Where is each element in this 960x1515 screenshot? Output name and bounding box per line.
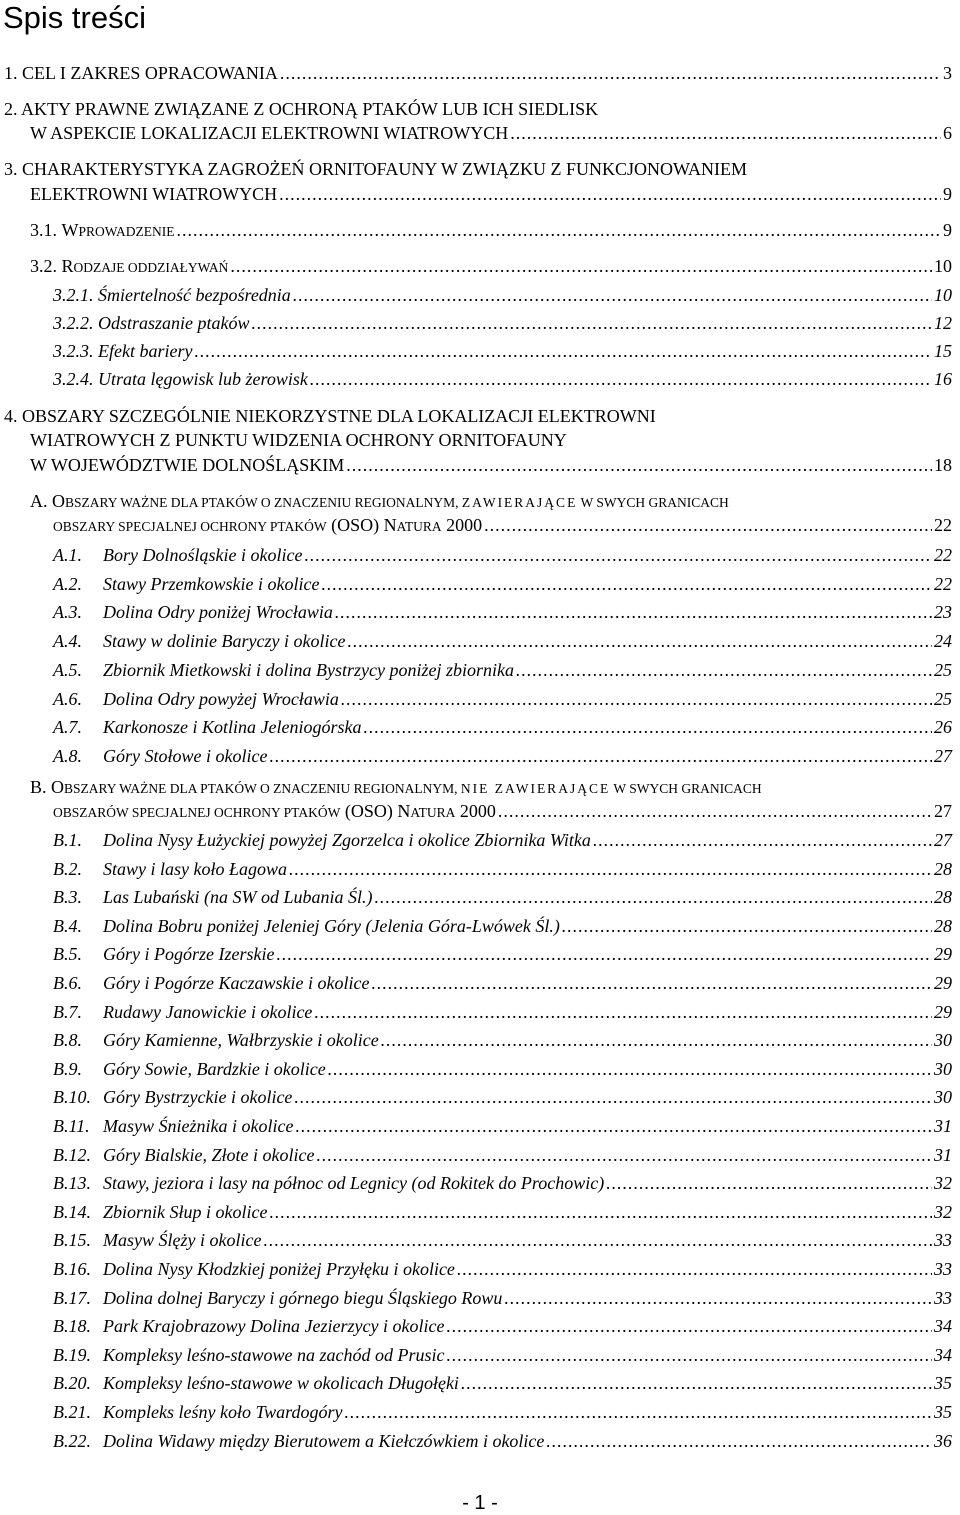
toc-page-number: 6	[943, 123, 952, 143]
toc-number: B.20.	[53, 1373, 91, 1394]
dot-leader	[321, 573, 932, 595]
toc-entry-item[interactable]	[53, 1115, 952, 1137]
toc-label-capital: R	[61, 256, 74, 276]
toc-entry-item[interactable]	[53, 886, 952, 908]
toc-label	[53, 716, 361, 738]
toc-label-smallcaps: PROWADZENIE	[78, 224, 175, 239]
toc-entry-2-line1[interactable]: 2. AKTY PRAWNE ZWIĄZANE Z OCHRONĄ PTAKÓW LUB ICH SIEDLISK	[4, 99, 599, 119]
toc-number: A.6.	[53, 688, 82, 709]
toc-number: B.7.	[53, 1001, 82, 1022]
toc-number: A.5.	[53, 659, 82, 680]
toc-entry-B[interactable]	[53, 800, 952, 824]
toc-number: A.2.	[53, 573, 82, 594]
toc-page-number: 32	[934, 1173, 952, 1194]
toc-label-text: Stawy w dolinie Baryczy i okolice	[103, 631, 346, 652]
toc-entry-item[interactable]	[53, 1201, 952, 1223]
toc-number: B.6.	[53, 973, 82, 993]
dot-leader	[546, 1430, 932, 1452]
toc-entry-3-1[interactable]	[30, 219, 952, 243]
toc-page-number: 33	[934, 1230, 952, 1251]
toc-label	[53, 829, 591, 851]
dot-leader	[230, 255, 932, 277]
toc-entry-item[interactable]	[53, 943, 952, 965]
toc-label	[53, 1344, 444, 1366]
dot-leader	[484, 514, 932, 536]
toc-label: 1. CEL I ZAKRES OPRACOWANIA	[4, 63, 278, 83]
toc-page-number: 29	[934, 973, 952, 993]
toc-page-number: 3	[943, 63, 952, 83]
page-title: Spis treści	[3, 0, 146, 35]
toc-number: B.12.	[53, 1144, 91, 1165]
dot-leader	[177, 219, 942, 241]
toc-page-number: 10	[934, 256, 952, 276]
toc-page-number: 26	[934, 717, 952, 738]
toc-number: B.3.	[53, 887, 82, 908]
toc-page-number: 22	[934, 573, 952, 594]
toc-page-number: 16	[934, 369, 952, 389]
toc-label-smallcaps: BSZARY WAŻNE DLA PTAKÓW O ZNACZENIU REGIONALNYM,	[64, 781, 461, 796]
dot-leader	[341, 688, 932, 710]
dot-leader	[276, 943, 932, 965]
toc-label-text: Dolina dolnej Baryczy i górnego biegu Śląskiego Rowu	[103, 1287, 503, 1308]
toc-page-number: 33	[934, 1259, 952, 1279]
toc-entry-item[interactable]	[53, 1086, 952, 1108]
toc-label	[53, 544, 302, 566]
dot-leader	[504, 1287, 932, 1309]
toc-label	[53, 659, 514, 681]
dot-leader	[293, 284, 932, 306]
toc-page-number: 24	[934, 631, 952, 652]
dot-leader	[316, 1144, 932, 1166]
dot-leader	[606, 1172, 932, 1194]
toc-label	[53, 1287, 502, 1309]
toc-page-number: 25	[934, 659, 952, 680]
toc-label: W ASPEKCIE LOKALIZACJI ELEKTROWNI WIATROWYCH	[30, 123, 509, 143]
toc-label-text: Odstraszanie ptaków	[98, 313, 250, 333]
toc-label-text: Park Krajobrazowy Dolina Jezierzycy i okolice	[103, 1316, 445, 1337]
toc-number: A.7.	[53, 717, 82, 738]
toc-entry-item[interactable]	[53, 1372, 952, 1394]
toc-label-text: Stawy, jeziora i lasy na północ od Legnicy (od Rokitek do Prochowic)	[103, 1173, 605, 1194]
toc-entry-item[interactable]	[53, 1401, 952, 1423]
toc-label-smallcaps: ODZAJE ODDZIAŁYWAŃ	[73, 260, 229, 275]
toc-page-number: 30	[934, 1058, 952, 1079]
toc-label	[53, 800, 496, 824]
toc-page-number: 33	[934, 1287, 952, 1308]
toc-number: B.1.	[53, 830, 82, 850]
toc-label-smallcaps: ATURA	[396, 519, 442, 534]
toc-label: ELEKTROWNI WIATROWYCH	[30, 184, 278, 204]
dot-leader	[457, 1258, 932, 1280]
toc-entry-A[interactable]	[53, 514, 952, 538]
toc-entry-4-line1[interactable]: 4. OBSZARY SZCZEGÓLNIE NIEKORZYSTNE DLA LOKALIZACJI ELEKTROWNI	[4, 406, 656, 426]
toc-number: A.1.	[53, 545, 82, 565]
dot-leader	[289, 858, 932, 880]
toc-number: A.4.	[53, 631, 82, 652]
toc-label	[53, 886, 373, 908]
toc-label	[53, 312, 250, 334]
toc-label-smallcaps: W SWYCH GRANICACH	[610, 781, 762, 796]
toc-entry-3-2-4[interactable]	[53, 368, 952, 390]
toc-number: B.22.	[53, 1430, 91, 1451]
toc-label	[53, 1258, 455, 1280]
toc-page-number: 29	[934, 944, 952, 965]
toc-page-number: 9	[943, 220, 952, 240]
toc-page-number: 22	[934, 515, 952, 535]
toc-label-text: (OSO) N	[326, 515, 397, 535]
toc-number: B.18.	[53, 1316, 91, 1337]
toc-entry-item[interactable]	[53, 1344, 952, 1366]
toc-entry-item[interactable]	[53, 1315, 952, 1337]
toc-label-smallcaps: OBSZARÓW SPECJALNEJ OCHRONY PTAKÓW	[53, 805, 341, 820]
toc-label-spaced: ZAWIERAJĄCE	[461, 495, 578, 510]
toc-page-number: 28	[934, 915, 952, 936]
toc-label-smallcaps: ATURA	[410, 805, 456, 820]
toc-label	[53, 745, 267, 767]
toc-label-text: Góry Bystrzyckie i okolice	[103, 1087, 293, 1108]
toc-label-text: Dolina Widawy między Bierutowem a Kiełczówkiem i okolice	[103, 1430, 545, 1451]
toc-label	[53, 858, 287, 880]
toc-entry-B-line1[interactable]	[30, 776, 762, 800]
toc-label	[53, 1172, 604, 1194]
toc-label	[53, 688, 339, 710]
toc-number: 3.2.1.	[53, 285, 94, 305]
toc-page-number: 28	[934, 858, 952, 879]
toc-page-number: 25	[934, 688, 952, 709]
toc-label	[53, 601, 333, 623]
toc-number: 3.2.4.	[53, 369, 94, 389]
toc-label	[53, 1001, 312, 1023]
toc-label-text: Góry i Pogórze Kaczawskie i okolice	[103, 973, 370, 993]
toc-label-text: Bory Dolnośląskie i okolice	[103, 545, 303, 565]
toc-number: B.5.	[53, 944, 82, 965]
toc-label-text: Zbiornik Słup i okolice	[103, 1201, 268, 1222]
toc-page-number: 30	[934, 1087, 952, 1108]
toc-label-text: Góry Sowie, Bardzkie i okolice	[103, 1058, 326, 1079]
toc-label	[53, 1372, 459, 1394]
dot-leader	[328, 1058, 932, 1080]
toc-label	[53, 1144, 314, 1166]
toc-number: A.3.	[53, 602, 82, 623]
toc-page-number: 31	[934, 1116, 952, 1136]
dot-leader	[510, 122, 941, 144]
toc-number: B.19.	[53, 1344, 91, 1365]
toc-label-text: Dolina Bobru poniżej Jeleniej Góry (Jelenia Góra-Lwówek Śl.)	[103, 915, 560, 936]
toc-label	[53, 1115, 293, 1137]
toc-label-text: Góry Kamienne, Wałbrzyskie i okolice	[103, 1030, 379, 1051]
toc-entry-item[interactable]	[53, 1172, 952, 1194]
dot-leader	[269, 745, 932, 767]
toc-number: B.8.	[53, 1030, 82, 1051]
toc-label-text: Dolina Nysy Kłodzkiej poniżej Przyłęku i okolice	[103, 1259, 455, 1279]
toc-label-capital: O	[51, 777, 65, 797]
toc-label	[53, 1201, 267, 1223]
toc-entry-4[interactable]	[30, 454, 952, 476]
toc-entry-3-line1[interactable]: 3. CHARAKTERYSTYKA ZAGROŻEŃ ORNITOFAUNY W ZWIĄZKU Z FUNKCJONOWANIEM	[4, 159, 747, 179]
dot-leader	[335, 601, 932, 623]
toc-label-text: Dolina Odry powyżej Wrocławia	[103, 688, 339, 709]
toc-page-number: 18	[934, 455, 952, 475]
toc-entry-3[interactable]	[30, 183, 952, 205]
toc-entry-item[interactable]	[53, 1430, 952, 1452]
toc-entry-item[interactable]	[53, 659, 952, 681]
dot-leader	[280, 62, 941, 84]
toc-label	[53, 1315, 444, 1337]
toc-page-number: 34	[934, 1344, 952, 1365]
toc-number: A.8.	[53, 745, 82, 766]
toc-label-text: Efekt bariery	[98, 341, 193, 361]
toc-entry-item[interactable]	[53, 1144, 952, 1166]
toc-label-capital: O	[52, 491, 65, 511]
toc-label	[30, 219, 175, 243]
toc-entry-item[interactable]	[53, 544, 952, 566]
toc-label-text: Stawy i lasy koło Łagowa	[103, 858, 287, 879]
toc-entry-item[interactable]	[53, 1287, 952, 1309]
toc-label-text: Dolina Nysy Łużyckiej powyżej Zgorzelca i okolice Zbiornika Witka	[103, 830, 591, 850]
toc-entry-3-2-1[interactable]	[53, 284, 952, 306]
toc-label	[53, 1229, 261, 1251]
toc-label-smallcaps: W SWYCH GRANICACH	[577, 495, 729, 510]
toc-number: A.	[30, 491, 52, 511]
toc-number: B.14.	[53, 1201, 91, 1222]
toc-number: B.21.	[53, 1402, 91, 1422]
toc-label-text: Góry Bialskie, Złote i okolice	[103, 1144, 315, 1165]
toc-page-number: 35	[934, 1402, 952, 1422]
toc-entry-item[interactable]	[53, 601, 952, 623]
dot-leader	[363, 716, 932, 738]
dot-leader	[347, 630, 932, 652]
toc-label-text: Zbiornik Mietkowski i dolina Bystrzycy poniżej zbiornika	[103, 659, 514, 680]
dot-leader	[344, 1401, 932, 1423]
toc-label-text: Masyw Śnieżnika i okolice	[103, 1116, 294, 1136]
toc-label-text: Śmiertelność bezpośrednia	[98, 285, 291, 305]
toc-page-number: 27	[934, 745, 952, 766]
toc-label-smallcaps: OBSZARY SPECJALNEJ OCHRONY PTAKÓW	[53, 519, 327, 534]
toc-label	[53, 368, 308, 390]
toc-number: 3.2.3.	[53, 341, 94, 361]
toc-label-text: Góry Stołowe i okolice	[103, 745, 268, 766]
toc-entry-4-line2[interactable]: WIATROWYCH Z PUNKTU WIDZENIA OCHRONY ORNITOFAUNY	[30, 430, 567, 450]
page-number-footer: - 1 -	[462, 1492, 498, 1514]
toc-entry-3-2-2[interactable]	[53, 312, 952, 334]
toc-page-number: 27	[934, 801, 952, 821]
toc-page-number: 10	[934, 285, 952, 305]
toc-entry-item[interactable]	[53, 630, 952, 652]
toc-number: B.11.	[53, 1116, 90, 1136]
toc-entry-item[interactable]	[53, 1258, 952, 1280]
toc-entry-item[interactable]	[53, 1029, 952, 1051]
toc-number: B.10.	[53, 1087, 91, 1108]
toc-number: B.16.	[53, 1259, 91, 1279]
toc-page-number: 36	[934, 1430, 952, 1451]
toc-entry-2[interactable]	[30, 122, 952, 144]
dot-leader	[375, 886, 932, 908]
dot-leader	[371, 972, 932, 994]
toc-page-number: 9	[943, 184, 952, 204]
toc-number: B.4.	[53, 915, 82, 936]
toc-entry-A-line1[interactable]	[30, 490, 729, 514]
toc-label	[53, 915, 560, 937]
dot-leader	[562, 915, 932, 937]
toc-number: B.9.	[53, 1058, 82, 1079]
dot-leader	[310, 368, 932, 390]
toc-label-text: Stawy Przemkowskie i okolice	[103, 573, 320, 594]
toc-label-text: Utrata lęgowisk lub żerowisk	[98, 369, 308, 389]
dot-leader	[314, 1001, 932, 1023]
toc-label-text: Kompleksy leśno-stawowe w okolicach Długołęki	[103, 1373, 459, 1394]
toc-label-text: Kompleksy leśno-stawowe na zachód od Prusic	[103, 1344, 445, 1365]
toc-entry-item[interactable]	[53, 1229, 952, 1251]
dot-leader	[263, 1229, 932, 1251]
toc-label	[53, 284, 291, 306]
toc-label-text: Masyw Ślęży i okolice	[103, 1230, 262, 1251]
toc-page-number: 27	[934, 830, 952, 850]
toc-number: B.15.	[53, 1230, 91, 1251]
toc-label: W WOJEWÓDZTWIE DOLNOŚLĄSKIM	[30, 455, 345, 475]
toc-label-text: Dolina Odry poniżej Wrocławia	[103, 602, 333, 623]
toc-label	[53, 630, 345, 652]
toc-label	[53, 1086, 292, 1108]
toc-entry-item[interactable]	[53, 829, 952, 851]
toc-entry-item[interactable]	[53, 716, 952, 738]
toc-entry-item[interactable]	[53, 745, 952, 767]
dot-leader	[294, 1086, 932, 1108]
toc-label-text: 2000	[455, 801, 496, 821]
toc-label-capital: W	[61, 220, 79, 240]
toc-label	[53, 514, 482, 538]
dot-leader	[304, 544, 932, 566]
dot-leader	[446, 1344, 932, 1366]
toc-number: B.13.	[53, 1173, 91, 1194]
toc-entry-3-2-3[interactable]	[53, 340, 952, 362]
toc-label	[53, 1058, 326, 1080]
toc-number: B.17.	[53, 1287, 91, 1308]
toc-entry-item[interactable]	[53, 573, 952, 595]
dot-leader	[593, 829, 932, 851]
toc-entry-item[interactable]	[53, 688, 952, 710]
dot-leader	[279, 183, 941, 205]
toc-page-number: 35	[934, 1373, 952, 1394]
toc-page-number: 15	[934, 341, 952, 361]
toc-number: 3.2.2.	[53, 313, 94, 333]
dot-leader	[446, 1315, 932, 1337]
toc-entry-item[interactable]	[53, 858, 952, 880]
toc-number: 3.2.	[30, 256, 57, 276]
toc-page-number: 31	[934, 1144, 952, 1165]
dot-leader	[295, 1115, 932, 1137]
toc-label-text: (OSO) N	[340, 801, 411, 821]
toc-entry-item[interactable]	[53, 915, 952, 937]
toc-page-number: 29	[934, 1001, 952, 1022]
toc-page-number: 32	[934, 1201, 952, 1222]
toc-label-smallcaps: BSZARY WAŻNE DLA PTAKÓW O ZNACZENIU REGIONALNYM,	[65, 495, 462, 510]
toc-label-text: 2000	[441, 515, 483, 535]
toc-label	[53, 1029, 379, 1051]
toc-page-number: 22	[934, 545, 952, 565]
toc-page-number: 23	[934, 602, 952, 623]
toc-label	[53, 1401, 342, 1423]
toc-label-text: Karkonosze i Kotlina Jeleniogórska	[103, 717, 362, 738]
toc-page-number: 28	[934, 887, 952, 908]
toc-number: B.2.	[53, 858, 82, 879]
toc-label-text: Las Lubański (na SW od Lubania Śl.)	[103, 887, 373, 908]
dot-leader	[498, 800, 932, 822]
toc-label	[53, 972, 369, 994]
dot-leader	[381, 1029, 932, 1051]
toc-label-text: Rudawy Janowickie i okolice	[103, 1001, 313, 1022]
dot-leader	[516, 659, 932, 681]
toc-label	[30, 255, 228, 279]
toc-entry-1[interactable]	[4, 62, 952, 84]
toc-label-text: Kompleks leśny koło Twardogóry	[103, 1402, 343, 1422]
dot-leader	[194, 340, 932, 362]
dot-leader	[461, 1372, 932, 1394]
toc-label	[53, 340, 192, 362]
toc-label-text: Góry i Pogórze Izerskie	[103, 944, 275, 965]
toc-number: 3.1.	[30, 220, 57, 240]
dot-leader	[269, 1201, 932, 1223]
toc-label	[53, 943, 274, 965]
toc-page-number: 34	[934, 1316, 952, 1337]
dot-leader	[252, 312, 932, 334]
toc-page-number: 30	[934, 1030, 952, 1051]
toc-label-spaced: NIE ZAWIERAJĄCE	[460, 781, 611, 796]
toc-number: B.	[30, 777, 52, 797]
dot-leader	[346, 454, 932, 476]
toc-entry-3-2[interactable]	[30, 255, 952, 279]
toc-entry-item[interactable]	[53, 1058, 952, 1080]
toc-entry-item[interactable]	[53, 1001, 952, 1023]
toc-label	[53, 573, 319, 595]
toc-label	[53, 1430, 544, 1452]
toc-page-number: 12	[934, 313, 952, 333]
toc-entry-item[interactable]	[53, 972, 952, 994]
